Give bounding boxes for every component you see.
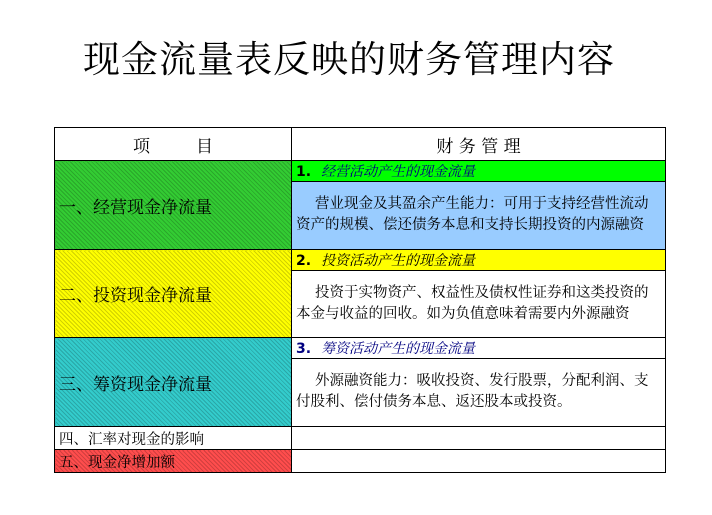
caption-operating — [292, 161, 666, 182]
page-title: 现金流量表反映的财务管理内容 — [83, 38, 615, 81]
header-item-right: 目 — [196, 136, 213, 157]
caption-text: 投资活动产生的现金流量 — [321, 253, 476, 269]
header-item — [55, 128, 292, 161]
table-row-exchange-rate — [55, 427, 666, 450]
caption-text: 筹资活动产生的现金流量 — [321, 341, 476, 357]
header-management: 财 务 管 理 — [292, 128, 666, 161]
item-financing-cash-flow: 三、筹资现金净流量 — [55, 338, 292, 427]
table-row-net-increase — [55, 450, 666, 473]
desc-net-increase — [292, 450, 666, 473]
caption-investing — [292, 250, 666, 271]
item-net-cash-increase: 五、现金净增加额 — [55, 450, 292, 473]
header-item-left: 项 — [133, 136, 150, 157]
table-row-investing-caption — [55, 250, 666, 271]
caption-number: 2. — [296, 253, 312, 269]
table-row-financing-caption — [55, 338, 666, 359]
item-exchange-rate-effect: 四、汇率对现金的影响 — [55, 427, 292, 450]
caption-text: 经营活动产生的现金流量 — [321, 164, 476, 180]
table-row-operating-caption — [55, 161, 666, 182]
caption-number: 1. — [296, 164, 312, 180]
desc-exchange-rate — [292, 427, 666, 450]
caption-number: 3. — [296, 341, 312, 357]
desc-operating: 营业现金及其盈余产生能力：可用于支持经营性流动资产的规模、偿还债务本息和支持长期投资的内源融资 — [292, 182, 666, 250]
table-header-row — [55, 128, 666, 161]
item-operating-cash-flow: 一、经营现金净流量 — [55, 161, 292, 250]
caption-financing — [292, 338, 666, 359]
cash-flow-table — [54, 127, 666, 473]
desc-financing: 外源融资能力：吸收投资、发行股票，分配利润、支付股利、偿付债务本息、返还股本或投资。 — [292, 359, 666, 427]
item-investing-cash-flow: 二、投资现金净流量 — [55, 250, 292, 338]
desc-investing: 投资于实物资产、权益性及债权性证券和这类投资的本金与收益的回收。如为负值意味着需要内外源融资 — [292, 271, 666, 338]
